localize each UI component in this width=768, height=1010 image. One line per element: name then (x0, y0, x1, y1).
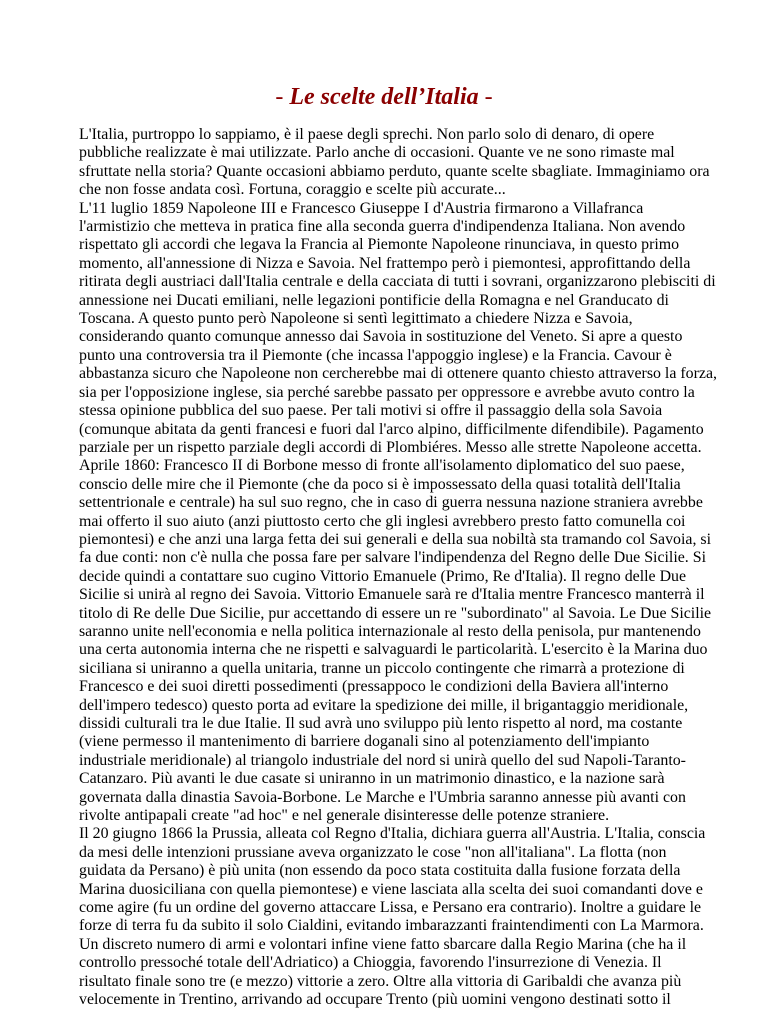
body-line: piemontesi) e che anzi una larga fetta dei sui generali e della sua nobiltà sta tramando col Savoia, si (79, 530, 712, 548)
document-title (0, 81, 768, 113)
body-line: abbastanza sicuro che Napoleone non cercherebbe mai di ottenere quanto chiesto attraverso la forza, (79, 365, 717, 383)
title-suffix: - (478, 84, 493, 110)
body-line: sfruttate nella storia? Quante occasioni abbiamo perduto, quante scelte sbagliate. Immaginiamo ora (79, 162, 710, 180)
body-line: controllo pressoché totale dell'Adriatico) a Chioggia, favorendo l'insurrezione di Venezia. Il (79, 954, 662, 972)
body-line: dell'impero tedesco) questo porta ad evitare la spedizione dei mille, il brigantaggio meridionale, (79, 696, 689, 714)
body-line: punto una controversia tra il Piemonte (che incassa l'appoggio inglese) e la Francia. Cavour è (79, 346, 672, 364)
body-line: mai offerto il suo aiuto (anzi piuttosto certo che gli inglesi avrebbero presto fatto comunella coi (79, 512, 686, 530)
body-line: Francesco e dei suoi diretti possedimenti (pressappoco le condizioni della Baviera all'interno (79, 678, 669, 696)
body-line: guidata da Persano) è più unita (non essendo da poco stata costituita dalla fusione forzata della (79, 862, 681, 880)
body-line: Marina duosiciliana con quella piemontese) e viene lasciata alla scelta dei suoi comandanti dove e (79, 880, 703, 898)
body-line: annessione nei Ducati emiliani, nelle legazioni pontificie della Romagna e nel Granducato di (79, 291, 669, 309)
body-line: una certa autonomia interna che ne rispetti e salvaguardi le particolarità. L'esercito è la Marina duo (79, 641, 708, 659)
body-line: siciliana si uniranno a quella unitaria, tranne un piccolo contingente che rimarrà a protezione di (79, 659, 685, 677)
body-line: industriale meridionale) al triangolo industriale del nord si unirà quello del sud Napoli-Taranto- (79, 751, 686, 769)
body-line: saranno unite nell'economia e nella politica internazionale al resto della penisola, pur mantenendo (79, 622, 701, 640)
body-line: Sicilie si unirà al regno dei Savoia. Vittorio Emanuele sarà re d'Italia mentre Francesco manterrà il (79, 586, 705, 604)
body-line: governata dalla dinastia Savoia-Borbone. Le Marche e l'Umbria saranno annesse più avanti con (79, 788, 686, 806)
body-line: ritirata degli austriaci dall'Italia centrale e della cacciata di tutti i sovrani, organizzarono plebisciti di (79, 273, 716, 291)
body-line: dissidi culturali tra le due Italie. Il sud avrà uno sviluppo più lento rispetto al nord, ma costante (79, 715, 683, 732)
body-line: Il 20 giugno 1866 la Prussia, alleata col Regno d'Italia, dichiara guerra all'Austria. L'Italia, conscia (79, 825, 706, 843)
title-prefix: - (275, 84, 290, 110)
body-line: conscio delle mire che il Piemonte (che da poco si è impossessato della quasi totalità dell'Italia (79, 475, 681, 493)
body-line: come agire (fu un ordine del governo attaccare Lissa, e Persano era contrario). Inoltre a guidare le (79, 899, 702, 917)
body-line: pubbliche realizzate è mai utilizzate. Parlo anche di occasioni. Quante ve ne sono rimaste mal (79, 144, 675, 162)
body-line: risultato finale sono tre (e mezzo) vittorie a zero. Oltre alla vittoria di Garibaldi che avanza più (79, 972, 682, 990)
body-line: (viene permesso il mantenimento di barriere doganali sino al potenziamento dell'impianto (79, 733, 650, 751)
body-line: rispettato gli accordi che legava la Francia al Piemonte Napoleone rinunciava, in questo primo (79, 236, 680, 254)
body-line: decide quindi a contattare suo cugino Vittorio Emanuele (Primo, Re d'Italia). Il regno delle Due (79, 567, 687, 585)
body-line: rivolte antipapali create "ad hoc" e nel generale disinteresse delle potenze straniere. (79, 807, 610, 825)
body-line: sia per l'opposizione inglese, sia perché sarebbe passato per oppressore e avrebbe avuto contro la (79, 383, 695, 401)
body-line: momento, all'annessione di Nizza e Savoia. Nel frattempo però i piemontesi, approfittando della (79, 254, 691, 272)
title-text: Le scelte dell’Italia (289, 84, 479, 110)
body-line: titolo di Re delle Due Sicilie, pur accettando di essere un re "subordinato" al Savoia. Le Due Sicilie (79, 604, 712, 622)
body-line: parziale per un rispetto parziale degli accordi di Plombiéres. Messo alle strette Napoleone accetta. (79, 438, 702, 456)
body-line: settentrionale e centrale) ha sul suo regno, che in caso di guerra nessuna nazione straniera avrebbe (79, 494, 703, 512)
body-line: (comunque abitata da genti francesi e fuori dal l'arco alpino, difficilmente difendibile). Pagamento (79, 420, 704, 438)
body-line: Catanzaro. Più avanti le due casate si uniranno in un matrimonio dinastico, e la nazione sarà (79, 770, 665, 788)
body-line: da mesi delle intenzioni prussiane aveva organizzato le cose "non all'italiana". La flotta (non (79, 843, 667, 861)
body-line: velocemente in Trentino, arrivando ad occupare Trento (più uomini vengono destinati sotto il (79, 991, 671, 1009)
body-line: Toscana. A questo punto però Napoleone si sentì legittimato a chiedere Nizza e Savoia, (79, 310, 633, 328)
body-line: che non fosse andata così. Fortuna, coraggio e scelte più accurate... (79, 181, 506, 199)
body-line: Un discreto numero di armi e volontari infine viene fatto sbarcare dalla Regio Marina (che ha il (79, 935, 687, 953)
body-line: considerando quanto comunque annesso dai Savoia in sostituzione del Veneto. Si apre a questo (79, 328, 683, 346)
document-body (79, 126, 715, 1010)
body-line: Aprile 1860: Francesco II di Borbone messo di fronte all'isolamento diplomatico del suo paese, (79, 457, 685, 475)
body-line: L'11 luglio 1859 Napoleone III e Francesco Giuseppe I d'Austria firmarono a Villafranca (79, 199, 644, 217)
body-line: l'armistizio che metteva in pratica fine alla seconda guerra d'indipendenza Italiana. Non avendo (79, 218, 686, 236)
body-line: L'Italia, purtroppo lo sappiamo, è il paese degli sprechi. Non parlo solo di denaro, di opere (79, 126, 655, 143)
body-line: fa due conti: non c'è nulla che possa fare per salvare l'indipendenza del Regno delle Due Sicilie. Si (79, 549, 707, 567)
body-line: forze di terra fu da subito il solo Cialdini, evitando imbarazzanti fraintendimenti con La Marmora. (79, 917, 704, 935)
body-line: stessa opinione pubblica del suo paese. Per tali motivi si offre il passaggio della sola Savoia (79, 402, 663, 420)
